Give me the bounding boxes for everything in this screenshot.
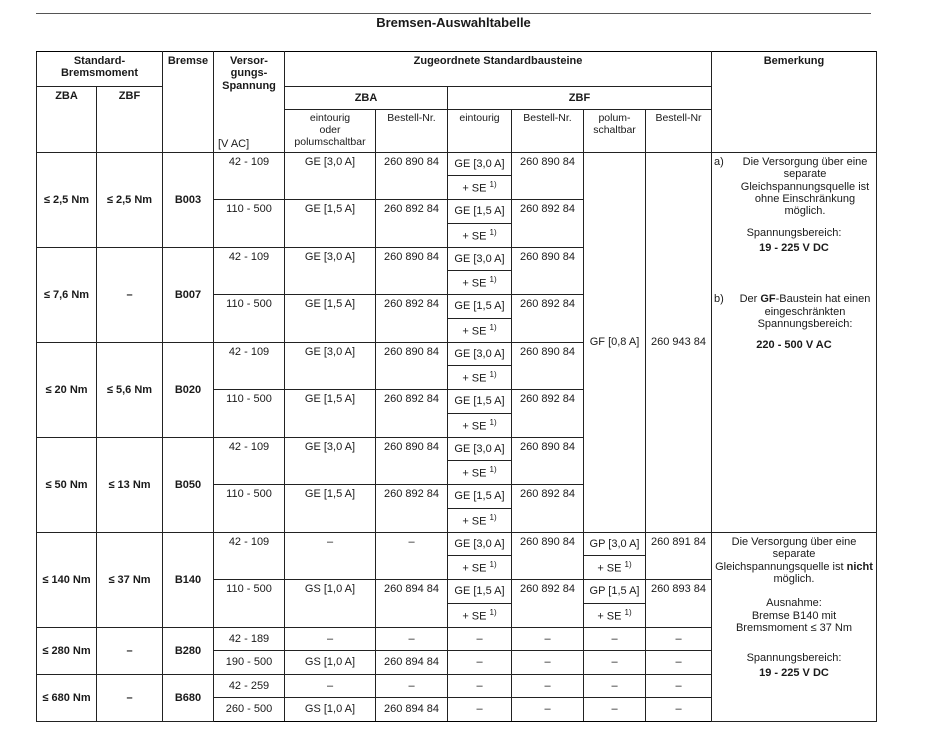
zba-module: GS [1,0 A] <box>285 651 376 675</box>
zba-moment: ≤ 50 Nm <box>37 438 97 533</box>
zbf-order-nr: 260 890 84 <box>512 533 584 580</box>
header-bemerkung: Bemerkung <box>712 52 877 153</box>
zba-module: GE [3,0 A] <box>285 343 376 390</box>
header-zugeordnete: Zugeordnete Standardbausteine <box>285 52 712 87</box>
header-zbf: ZBF <box>97 87 163 153</box>
gf-module: GF [0,8 A] <box>584 153 646 533</box>
zbf-order-nr: 260 890 84 <box>512 153 584 200</box>
voltage-range: 260 - 500 <box>214 698 285 722</box>
zba-module: GE [1,5 A] <box>285 485 376 533</box>
zbf-module-se: + SE $^{1)}$ <box>448 271 512 295</box>
zbf-order-nr: – <box>512 698 584 722</box>
zba-module: – <box>285 533 376 580</box>
zbf-moment: ≤ 37 Nm <box>97 533 163 628</box>
pol-order-nr: 260 893 84 <box>646 580 712 628</box>
header-eintourig-oder: eintourig oder polumschaltbar <box>285 110 376 153</box>
voltage-range: 42 - 109 <box>214 438 285 485</box>
zba-order-nr: – <box>376 533 448 580</box>
zbf-module: GE [3,0 A] <box>448 248 512 271</box>
brake-type: B003 <box>163 153 214 248</box>
brake-type: B680 <box>163 675 214 722</box>
voltage-range: 42 - 259 <box>214 675 285 698</box>
zba-order-nr: 260 892 84 <box>376 295 448 343</box>
zbf-moment: ≤ 5,6 Nm <box>97 343 163 438</box>
zbf-module-se: + SE $^{1)}$ <box>448 414 512 438</box>
remark-a-b <box>712 153 877 533</box>
header-group-zbf: ZBF <box>448 87 712 110</box>
zbf-order-nr: 260 892 84 <box>512 580 584 628</box>
header-bremse: Bremse <box>163 52 214 153</box>
zbf-order-nr: – <box>512 651 584 675</box>
remark-c: Die Versorgung über eine separate Gleichspannungsquelle ist nicht möglich. Ausnahme: Bremse B140 mit Bremsmoment ≤ 37 Nm Spannungsbereich: 19 - 225 V DC <box>712 533 877 722</box>
zbf-module-se: + SE $^{1)}$ <box>448 461 512 485</box>
zba-module: GE [3,0 A] <box>285 438 376 485</box>
brake-type: B140 <box>163 533 214 628</box>
zbf-module: GE [1,5 A] <box>448 200 512 224</box>
title-rule <box>36 13 871 14</box>
zbf-module: GE [1,5 A] <box>448 580 512 604</box>
zbf-order-nr: 260 892 84 <box>512 485 584 533</box>
pol-order-nr: – <box>646 651 712 675</box>
zba-module: – <box>285 628 376 651</box>
zba-module: GS [1,0 A] <box>285 698 376 722</box>
zba-moment: ≤ 680 Nm <box>37 675 97 722</box>
zbf-moment: ≤ 2,5 Nm <box>97 153 163 248</box>
zba-module: GE [1,5 A] <box>285 295 376 343</box>
zbf-module-se: + SE $^{1)}$ <box>448 556 512 580</box>
zba-order-nr: – <box>376 675 448 698</box>
remark-b-label: b) <box>714 293 724 306</box>
pol-module: – <box>584 675 646 698</box>
pol-module-se: + SE $^{1)}$ <box>584 556 646 580</box>
zbf-module-se: + SE $^{1)}$ <box>448 366 512 390</box>
zba-order-nr: 260 890 84 <box>376 438 448 485</box>
header-eintourig: eintourig <box>448 110 512 153</box>
zba-order-nr: 260 892 84 <box>376 390 448 438</box>
voltage-range: 190 - 500 <box>214 651 285 675</box>
zba-order-nr: 260 892 84 <box>376 200 448 248</box>
zba-module: GS [1,0 A] <box>285 580 376 628</box>
brake-type: B020 <box>163 343 214 438</box>
brake-type: B050 <box>163 438 214 533</box>
header-versorgung: Versor- gungs- Spannung <box>214 52 285 132</box>
remark-c-range: 19 - 225 V DC <box>759 666 829 679</box>
pol-module: – <box>584 698 646 722</box>
header-polumschaltbar: polum- schaltbar <box>584 110 646 153</box>
pol-order-nr: 260 891 84 <box>646 533 712 580</box>
voltage-range: 110 - 500 <box>214 200 285 248</box>
zbf-module-se: + SE $^{1)}$ <box>448 176 512 200</box>
zbf-order-nr: 260 890 84 <box>512 343 584 390</box>
zbf-moment: ≤ 13 Nm <box>97 438 163 533</box>
zbf-moment: – <box>97 628 163 675</box>
zbf-order-nr: 260 892 84 <box>512 200 584 248</box>
zbf-module: – <box>448 698 512 722</box>
zba-module: GE [1,5 A] <box>285 200 376 248</box>
remark-a-text: Die Versorgung über eine separate Gleichspannungsquelle ist ohne Einschränkung möglich. <box>740 156 870 218</box>
voltage-range: 110 - 500 <box>214 485 285 533</box>
zbf-module-se: + SE $^{1)}$ <box>448 224 512 248</box>
zba-order-nr: 260 894 84 <box>376 580 448 628</box>
zba-moment: ≤ 2,5 Nm <box>37 153 97 248</box>
zba-module: GE [3,0 A] <box>285 153 376 200</box>
zbf-order-nr: – <box>512 675 584 698</box>
pol-order-nr: – <box>646 675 712 698</box>
zba-module: GE [1,5 A] <box>285 390 376 438</box>
header-bestell-nr-pol: Bestell-Nr <box>646 110 712 153</box>
zba-moment: ≤ 280 Nm <box>37 628 97 675</box>
zbf-module: GE [3,0 A] <box>448 343 512 366</box>
zba-order-nr: – <box>376 628 448 651</box>
zba-moment: ≤ 7,6 Nm <box>37 248 97 343</box>
zbf-module: GE [3,0 A] <box>448 533 512 556</box>
remark-c-range-label: Spannungsbereich: <box>746 652 842 665</box>
zbf-order-nr: 260 890 84 <box>512 248 584 295</box>
pol-module: – <box>584 628 646 651</box>
header-bestell-nr-zbf: Bestell-Nr. <box>512 110 584 153</box>
header-standard-bremsmoment: Standard- Bremsmoment <box>37 52 163 87</box>
zba-order-nr: 260 894 84 <box>376 651 448 675</box>
zba-moment: ≤ 20 Nm <box>37 343 97 438</box>
page-title: Bremsen-Auswahltabelle <box>376 15 531 30</box>
pol-module: GP [1,5 A] <box>584 580 646 604</box>
voltage-range: 42 - 109 <box>214 533 285 580</box>
zba-order-nr: 260 892 84 <box>376 485 448 533</box>
brake-type: B280 <box>163 628 214 675</box>
remark-b-text: Der GF-Baustein hat einen eingeschränkten Spannungsbereich: <box>739 293 871 330</box>
voltage-range: 42 - 109 <box>214 343 285 390</box>
remark-a-range-label: Spannungsbereich: <box>746 226 842 239</box>
header-bestell-nr: Bestell-Nr. <box>376 110 448 153</box>
zba-moment: ≤ 140 Nm <box>37 533 97 628</box>
pol-module: GP [3,0 A] <box>584 533 646 556</box>
voltage-range: 42 - 189 <box>214 628 285 651</box>
zbf-module: GE [3,0 A] <box>448 153 512 176</box>
zbf-module-se: + SE $^{1)}$ <box>448 604 512 628</box>
zba-module: GE [3,0 A] <box>285 248 376 295</box>
header-group-zba: ZBA <box>285 87 448 110</box>
zba-order-nr: 260 890 84 <box>376 343 448 390</box>
zbf-module-se: + SE $^{1)}$ <box>448 319 512 343</box>
remark-b-range: 220 - 500 V AC <box>756 339 832 352</box>
voltage-range: 42 - 109 <box>214 248 285 295</box>
gf-order-nr: 260 943 84 <box>646 153 712 533</box>
voltage-range: 42 - 109 <box>214 153 285 200</box>
pol-module-se: + SE $^{1)}$ <box>584 604 646 628</box>
zbf-module-se: + SE $^{1)}$ <box>448 509 512 533</box>
zbf-moment: – <box>97 248 163 343</box>
brake-selection-table <box>36 51 877 722</box>
remark-c-exception: Ausnahme: Bremse B140 mit Bremsmoment ≤ 37 Nm <box>735 597 853 634</box>
remark-a-range: 19 - 225 V DC <box>759 241 829 254</box>
voltage-range: 110 - 500 <box>214 390 285 438</box>
voltage-range: 110 - 500 <box>214 580 285 628</box>
zba-order-nr: 260 894 84 <box>376 698 448 722</box>
zbf-order-nr: 260 892 84 <box>512 390 584 438</box>
pol-module: – <box>584 651 646 675</box>
zbf-module: GE [1,5 A] <box>448 485 512 509</box>
voltage-range: 110 - 500 <box>214 295 285 343</box>
zba-order-nr: 260 890 84 <box>376 248 448 295</box>
zbf-moment: – <box>97 675 163 722</box>
header-unit: [V AC] <box>214 132 285 153</box>
pol-order-nr: – <box>646 628 712 651</box>
zbf-module: GE [3,0 A] <box>448 438 512 461</box>
zbf-order-nr: 260 892 84 <box>512 295 584 343</box>
zba-module: – <box>285 675 376 698</box>
header-zba: ZBA <box>37 87 97 153</box>
zbf-order-nr: 260 890 84 <box>512 438 584 485</box>
zba-order-nr: 260 890 84 <box>376 153 448 200</box>
remark-a-label: a) <box>714 156 724 168</box>
brake-type: B007 <box>163 248 214 343</box>
zbf-module: GE [1,5 A] <box>448 295 512 319</box>
zbf-order-nr: – <box>512 628 584 651</box>
zbf-module: GE [1,5 A] <box>448 390 512 414</box>
pol-order-nr: – <box>646 698 712 722</box>
zbf-module: – <box>448 675 512 698</box>
zbf-module: – <box>448 651 512 675</box>
zbf-module: – <box>448 628 512 651</box>
